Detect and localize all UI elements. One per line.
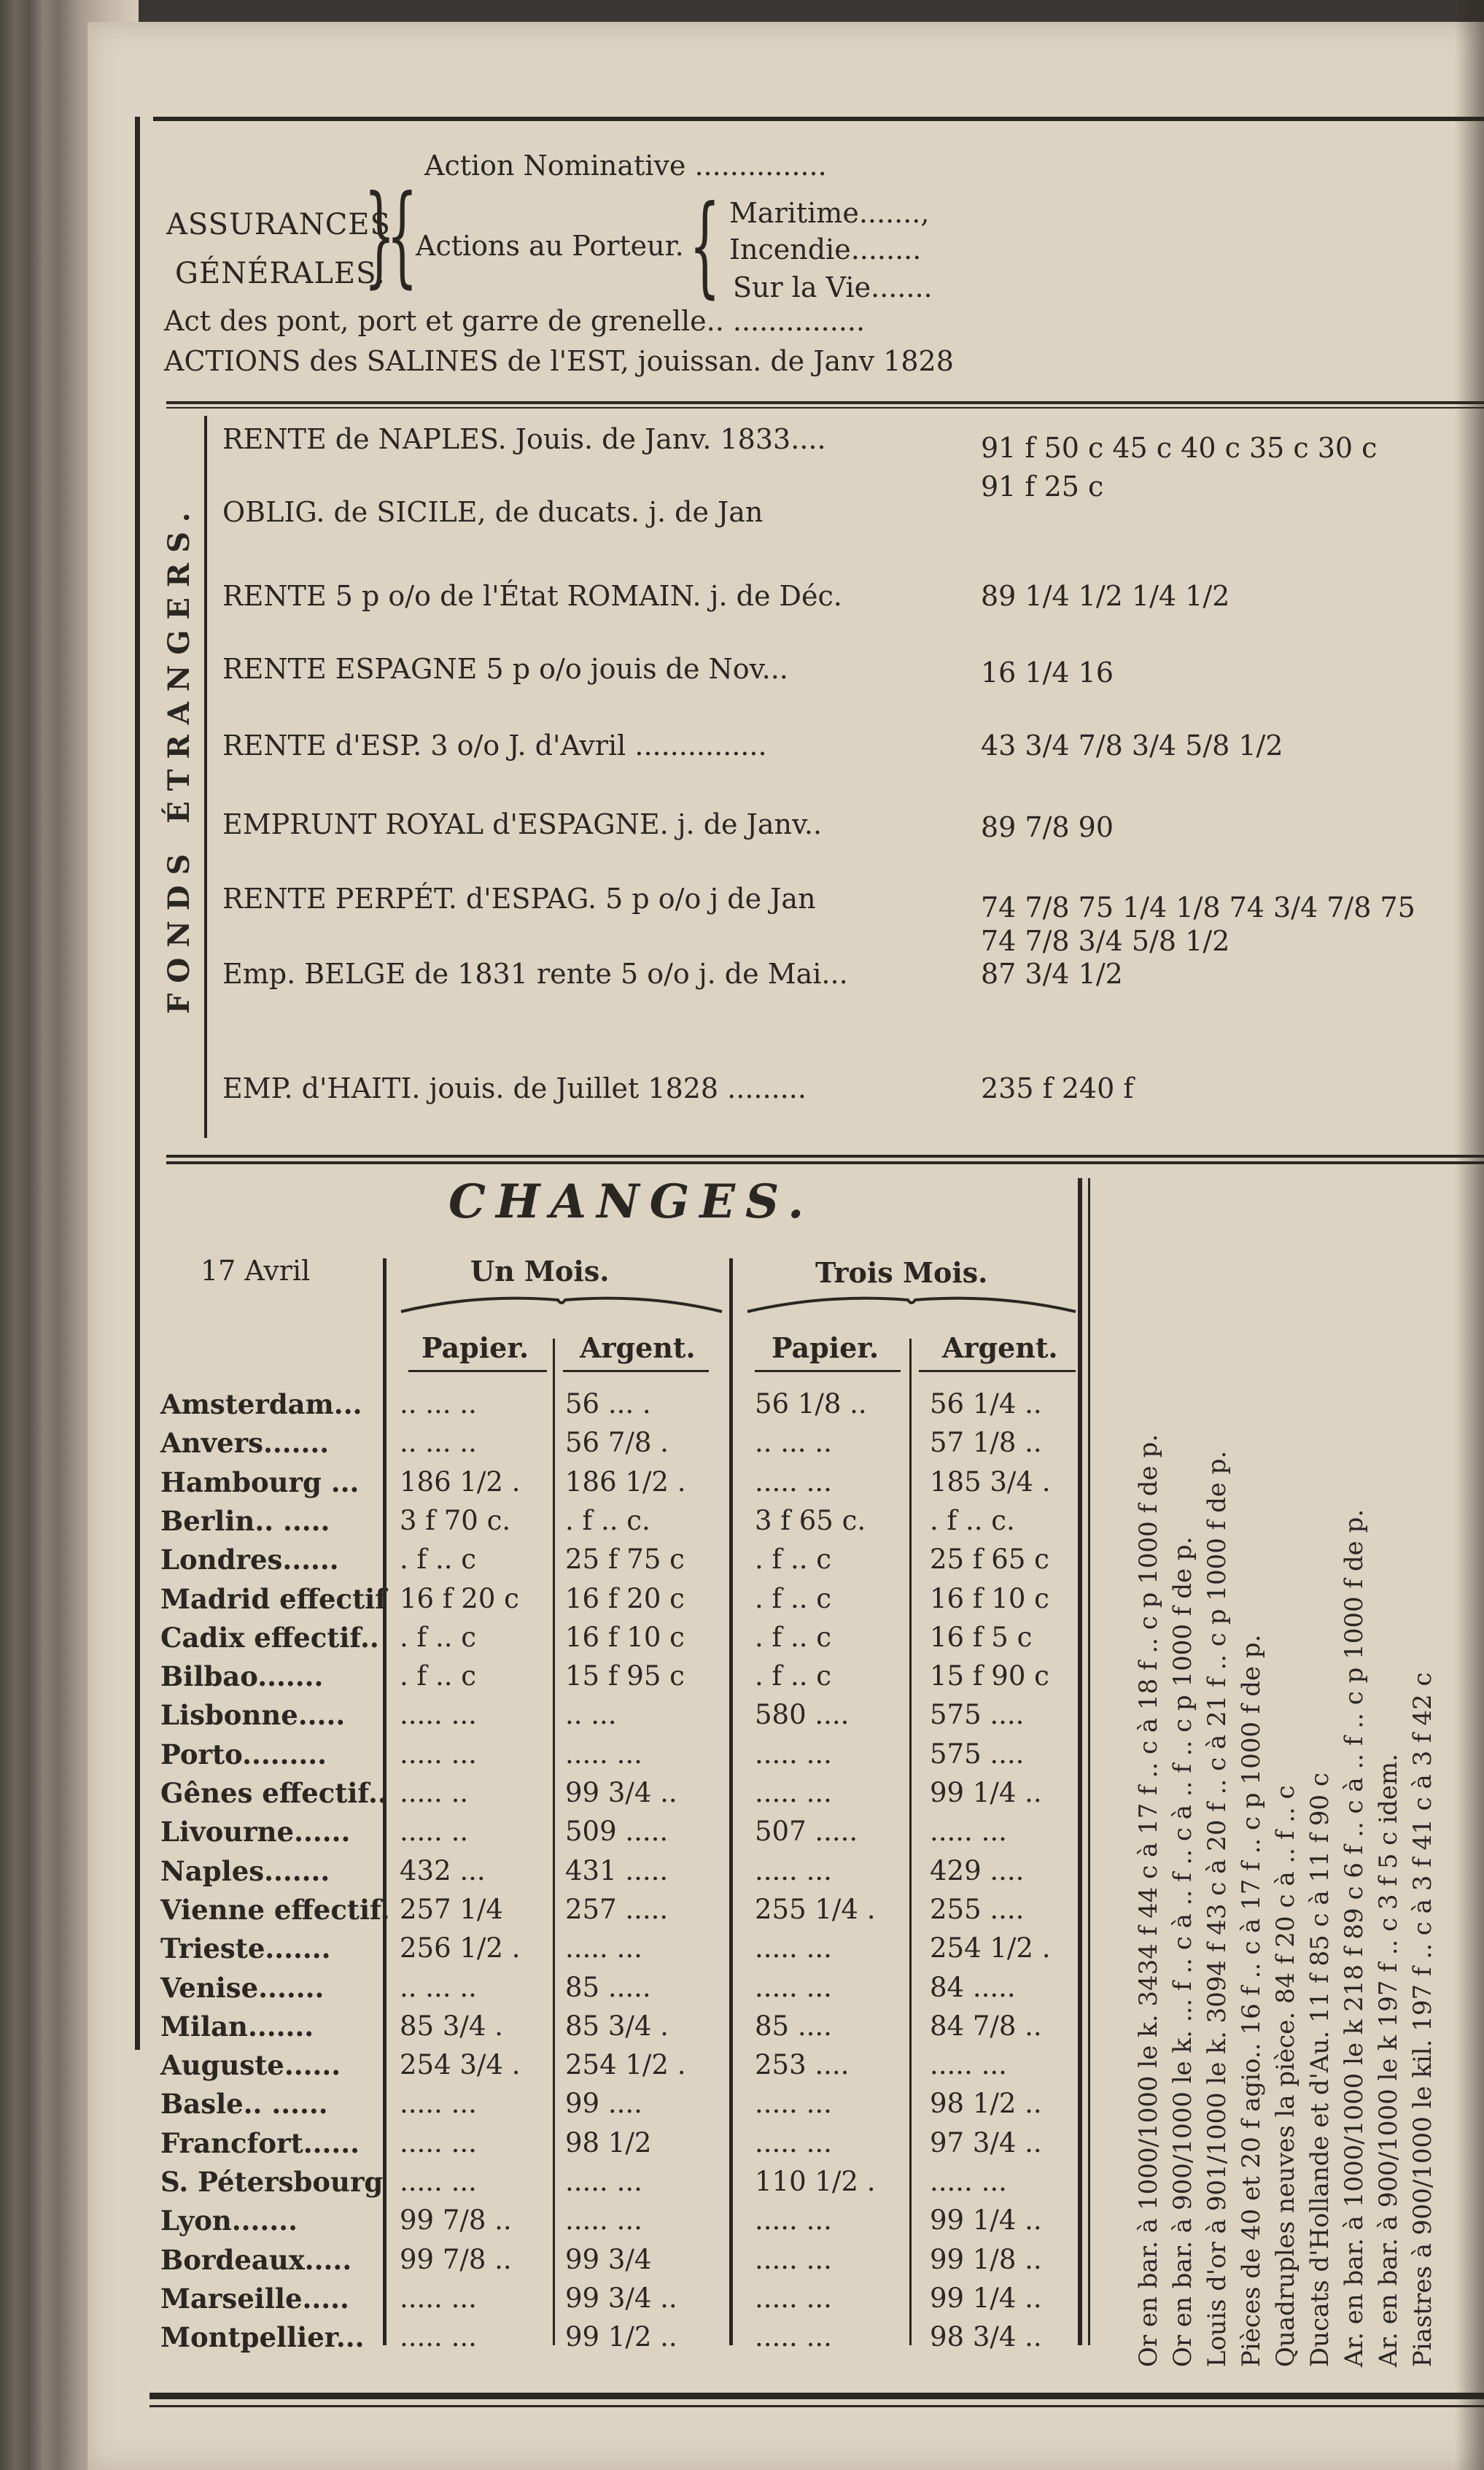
brace-right: { (364, 172, 395, 299)
table-row (0, 1505, 1087, 1544)
brace-left: { (386, 172, 418, 299)
table-row (0, 2204, 1087, 2243)
city-cell: Madrid effectif (160, 1582, 387, 1615)
papier-trois-mois-cell: ..... ... (755, 2282, 832, 2314)
table-row (0, 2127, 1087, 2166)
table-row (0, 1972, 1087, 2010)
papier-un-mois-cell: .. ... .. (400, 1971, 477, 2003)
city-cell: Bilbao....... (160, 1660, 324, 1693)
table-row (0, 2244, 1087, 2283)
papier-trois-mois-cell: ..... ... (755, 1466, 832, 1498)
papier-un-mois-cell: ..... ... (400, 1699, 477, 1731)
assurances-nominative: Action Nominative ............... (424, 150, 827, 182)
argent-un-mois-cell: 99 .... (565, 2088, 642, 2120)
papier-un-mois-cell: 256 1/2 . (400, 1932, 521, 1964)
papier-trois-mois-cell: 110 1/2 . (755, 2166, 876, 2197)
fonds-row-emprunt-royal: EMPRUNT ROYAL d'ESPAGNE. j. de Janv.. (222, 808, 823, 840)
fonds-value-emprunt-royal: 89 7/8 90 (981, 811, 1114, 843)
table-row (0, 2010, 1087, 2049)
metal-price-line: Or en bar. à 900/1000 le k. ... f .. c à .. f .. c à .. f .. c p 1000 f de p. (1168, 1536, 1197, 2367)
assurances-label-line1: ASSURANCES (166, 208, 391, 241)
assurances-vie: Sur la Vie....... (733, 271, 933, 303)
papier-trois-mois-cell: ..... ... (755, 1854, 832, 1886)
argent-trois-mois-cell: 57 1/8 .. (930, 1427, 1042, 1459)
fonds-value-perpetuelle-2: 74 7/8 3/4 5/8 1/2 (981, 925, 1230, 957)
argent-un-mois-cell: 99 1/2 .. (565, 2321, 677, 2353)
bottom-border-thin (149, 2405, 1484, 2407)
metal-price-line: Ar. en bar. à 1000/1000 le k 218 f 89 c 6 f .. c à .. f .. c p 1000 f de p. (1340, 1509, 1369, 2367)
argent-un-mois-cell: . f .. c. (565, 1504, 650, 1536)
argent-trois-mois-cell: 16 f 10 c (930, 1582, 1049, 1614)
argent-trois-mois-cell: 99 1/4 .. (930, 1777, 1042, 1808)
argent-trois-mois-cell: 25 f 65 c (930, 1544, 1049, 1576)
papier-un-mois-cell: ..... .. (400, 1816, 469, 1848)
argent-un-mois-cell: 186 1/2 . (565, 1466, 686, 1498)
papier-trois-mois-cell: ..... ... (755, 2243, 832, 2275)
papier-trois-mois-cell: ..... ... (755, 2088, 832, 2120)
header-underline-a2 (919, 1370, 1076, 1372)
city-cell: Londres...... (160, 1544, 339, 1576)
city-cell: Lisbonne..... (160, 1699, 346, 1732)
argent-un-mois-cell: 16 f 20 c (565, 1582, 685, 1614)
header-underline-p2 (755, 1370, 901, 1372)
fonds-row-naples: RENTE de NAPLES. Jouis. de Janv. 1833.... (222, 423, 826, 455)
papier-un-mois-cell: ..... ... (400, 2166, 477, 2197)
fonds-value-naples-2: 91 f 25 c (981, 471, 1104, 503)
papier-un-mois-cell: ..... ... (400, 2321, 477, 2353)
papier-un-mois-cell: 3 f 70 c. (400, 1504, 511, 1536)
header-underline-a1 (563, 1370, 709, 1372)
table-row (0, 1738, 1087, 1777)
assurances-maritime: Maritime......., (729, 197, 930, 229)
actions-ponts: Act des pont, port et garre de grenelle.. ............... (164, 305, 866, 337)
fonds-etrangers-label: FONDS ÉTRANGERS. (162, 502, 196, 1014)
argent-trois-mois-cell: ..... ... (930, 1816, 1007, 1848)
argent-trois-mois-cell: 84 ..... (930, 1971, 1016, 2003)
fonds-row-perpetuelle: RENTE PERPÉT. d'ESPAG. 5 p o/o j de Jan (222, 883, 816, 915)
binding-shadow (1455, 0, 1484, 2470)
table-row (0, 2049, 1087, 2088)
fonds-row-sicile: OBLIG. de SICILE, de ducats. j. de Jan (222, 496, 764, 528)
metal-price-line: Quadruples neuves la pièce. 84 f 20 c à .. f .. c (1271, 1785, 1300, 2367)
argent-un-mois-cell: 99 3/4 .. (565, 2282, 677, 2314)
city-cell: Naples....... (160, 1854, 330, 1887)
argent-trois-mois-cell: 255 .... (930, 1893, 1025, 1925)
papier-un-mois-cell: 257 1/4 (400, 1893, 503, 1925)
metal-price-line: Or en bar. à 1000/1000 le k. 3434 f 44 c à 17 f .. c à 18 f .. c p 1000 f de p. (1134, 1433, 1163, 2367)
header-argent-1: Argent. (580, 1331, 696, 1364)
papier-un-mois-cell: . f .. c (400, 1621, 476, 1653)
col-rule-6 (1088, 1178, 1090, 2345)
argent-un-mois-cell: ..... ... (565, 1932, 642, 1964)
argent-trois-mois-cell: 575 .... (930, 1738, 1025, 1770)
section-separator-1b (166, 407, 1484, 409)
metal-price-line: Pièces de 40 et 20 f agio.. 16 f .. c à 17 f .. c p 1000 f de p. (1237, 1634, 1266, 2367)
fonds-vertical-rule (204, 416, 207, 1138)
fonds-value-esp-3: 43 3/4 7/8 3/4 5/8 1/2 (981, 729, 1283, 762)
header-argent-2: Argent. (942, 1331, 1058, 1364)
fonds-value-haiti: 235 f 240 f (981, 1072, 1134, 1104)
assurances-porteur: Actions au Porteur. (416, 230, 684, 262)
papier-un-mois-cell: .. ... .. (400, 1388, 477, 1420)
papier-un-mois-cell: 16 f 20 c (400, 1582, 519, 1614)
metal-price-line: Piastres à 900/1000 le kil. 197 f .. c à 3 f 41 c à 3 f 42 c (1408, 1672, 1437, 2367)
papier-trois-mois-cell: ..... ... (755, 1738, 832, 1770)
fonds-value-perpetuelle: 74 7/8 75 1/4 1/8 74 3/4 7/8 75 (981, 891, 1415, 924)
papier-trois-mois-cell: ..... ... (755, 2321, 832, 2353)
fonds-row-espagne: RENTE ESPAGNE 5 p o/o jouis de Nov... (222, 653, 788, 685)
city-cell: Bordeaux..... (160, 2243, 352, 2276)
argent-un-mois-cell: 16 f 10 c (565, 1621, 685, 1653)
city-cell: S. Pétersbourg (160, 2166, 384, 2198)
city-cell: Porto......... (160, 1738, 327, 1770)
fonds-value-belge: 87 3/4 1/2 (981, 958, 1123, 990)
argent-trois-mois-cell: 98 1/2 .. (930, 2088, 1042, 2120)
papier-trois-mois-cell: .. ... .. (755, 1427, 832, 1459)
table-row (0, 1427, 1087, 1466)
header-papier-1: Papier. (421, 1331, 529, 1364)
table-row (0, 1816, 1087, 1854)
table-row (0, 1466, 1087, 1505)
papier-trois-mois-cell: . f .. c (755, 1660, 831, 1692)
header-underline-p1 (408, 1370, 547, 1372)
argent-un-mois-cell: ..... ... (565, 2166, 642, 2197)
argent-trois-mois-cell: 56 1/4 .. (930, 1388, 1042, 1420)
city-cell: Berlin.. ..... (160, 1504, 330, 1537)
papier-trois-mois-cell: ..... ... (755, 1932, 832, 1964)
papier-un-mois-cell: 99 7/8 .. (400, 2243, 512, 2275)
city-cell: Livourne...... (160, 1816, 351, 1848)
argent-trois-mois-cell: 15 f 90 c (930, 1660, 1049, 1692)
argent-trois-mois-cell: 84 7/8 .. (930, 2010, 1042, 2042)
papier-trois-mois-cell: 507 ..... (755, 1816, 858, 1848)
metal-price-line: Ducats d'Hollande et d'Au. 11 f 85 c à 11 f 90 c (1305, 1772, 1335, 2367)
papier-trois-mois-cell: 56 1/8 .. (755, 1388, 867, 1420)
section-separator-2 (166, 1155, 1484, 1158)
argent-trois-mois-cell: 99 1/8 .. (930, 2243, 1042, 2275)
table-row (0, 2283, 1087, 2321)
argent-trois-mois-cell: 98 3/4 .. (930, 2321, 1042, 2353)
papier-un-mois-cell: .. ... .. (400, 1427, 477, 1459)
argent-un-mois-cell: 509 ..... (565, 1816, 669, 1848)
argent-trois-mois-cell: 97 3/4 .. (930, 2126, 1042, 2159)
argent-trois-mois-cell: 575 .... (930, 1699, 1025, 1731)
changes-title: CHANGES. (448, 1174, 815, 1229)
table-row (0, 2321, 1087, 2360)
table-row (0, 1855, 1087, 1894)
city-cell: Milan....... (160, 2010, 314, 2043)
argent-un-mois-cell: .. ... (565, 1699, 617, 1731)
city-cell: Gênes effectif.. (160, 1777, 387, 1809)
papier-trois-mois-cell: . f .. c (755, 1544, 831, 1576)
header-papier-2: Papier. (772, 1331, 879, 1364)
metal-price-line: Louis d'or à 901/1000 le k. 3094 f 43 c à 20 f .. c à 21 f .. c p 1000 f de p. (1203, 1450, 1232, 2367)
argent-un-mois-cell: 15 f 95 c (565, 1660, 685, 1692)
argent-un-mois-cell: 56 7/8 . (565, 1427, 669, 1459)
argent-un-mois-cell: 99 3/4 .. (565, 1777, 677, 1808)
argent-un-mois-cell: 98 1/2 (565, 2126, 652, 2159)
papier-un-mois-cell: 432 ... (400, 1854, 486, 1886)
section-separator-1 (166, 401, 1484, 404)
papier-trois-mois-cell: ..... ... (755, 2204, 832, 2237)
argent-un-mois-cell: ..... ... (565, 1738, 642, 1770)
argent-un-mois-cell: 431 ..... (565, 1854, 669, 1886)
papier-un-mois-cell: ..... ... (400, 1738, 477, 1770)
table-row (0, 1583, 1087, 1622)
papier-trois-mois-cell: . f .. c (755, 1582, 831, 1614)
table-row (0, 1699, 1087, 1738)
table-row (0, 1932, 1087, 1971)
table-row (0, 1777, 1087, 1816)
argent-trois-mois-cell: 99 1/4 .. (930, 2204, 1042, 2237)
argent-un-mois-cell: 25 f 75 c (565, 1544, 685, 1576)
argent-trois-mois-cell: 254 1/2 . (930, 1932, 1051, 1964)
table-row (0, 1660, 1087, 1699)
fonds-row-haiti: EMP. d'HAITI. jouis. de Juillet 1828 ......... (222, 1072, 807, 1104)
argent-trois-mois-cell: 185 3/4 . (930, 1466, 1051, 1498)
city-cell: Cadix effectif.. (160, 1621, 379, 1654)
city-cell: Basle.. ...... (160, 2088, 328, 2121)
city-cell: Montpellier... (160, 2321, 365, 2354)
table-row (0, 1622, 1087, 1660)
papier-un-mois-cell: 85 3/4 . (400, 2010, 503, 2042)
city-cell: Venise....... (160, 1971, 325, 2004)
papier-un-mois-cell: . f .. c (400, 1660, 476, 1692)
papier-trois-mois-cell: 85 .... (755, 2010, 832, 2042)
argent-un-mois-cell: 99 3/4 (565, 2243, 652, 2275)
papier-trois-mois-cell: ..... ... (755, 1777, 832, 1808)
papier-un-mois-cell: ..... ... (400, 2088, 477, 2120)
city-cell: Trieste....... (160, 1932, 331, 1965)
table-row (0, 1894, 1087, 1932)
bottom-border (149, 2393, 1484, 2399)
papier-un-mois-cell: 254 3/4 . (400, 2049, 521, 2081)
city-cell: Vienne effectif. (160, 1893, 390, 1926)
papier-un-mois-cell: 186 1/2 . (400, 1466, 521, 1498)
city-cell: Amsterdam... (160, 1388, 362, 1420)
table-row (0, 1388, 1087, 1427)
papier-trois-mois-cell: 255 1/4 . (755, 1893, 876, 1925)
papier-un-mois-cell: ..... .. (400, 1777, 469, 1808)
header-un-mois: Un Mois. (470, 1255, 610, 1288)
papier-trois-mois-cell: ..... ... (755, 1971, 832, 2003)
argent-trois-mois-cell: 429 .... (930, 1854, 1025, 1886)
fonds-value-espagne: 16 1/4 16 (981, 657, 1114, 689)
argent-trois-mois-cell: 16 f 5 c (930, 1621, 1033, 1653)
argent-trois-mois-cell: . f .. c. (930, 1504, 1015, 1536)
city-cell: Hambourg ... (160, 1466, 360, 1498)
table-row (0, 2088, 1087, 2126)
papier-un-mois-cell: ..... ... (400, 2126, 477, 2159)
trois-mois-brace (744, 1290, 1079, 1319)
assurances-incendie: Incendie........ (729, 233, 922, 266)
table-row (0, 1544, 1087, 1582)
city-cell: Marseille..... (160, 2282, 349, 2315)
fonds-row-esp-3: RENTE d'ESP. 3 o/o J. d'Avril ............... (222, 729, 767, 762)
assurances-label-line2: GÉNÉRALES. (175, 257, 386, 290)
top-border (153, 117, 1484, 121)
fonds-value-romain: 89 1/4 1/2 1/4 1/2 (981, 580, 1230, 612)
argent-un-mois-cell: 56 ... . (565, 1388, 651, 1420)
fonds-value-naples: 91 f 50 c 45 c 40 c 35 c 30 c (981, 432, 1378, 464)
city-cell: Anvers....... (160, 1427, 330, 1460)
papier-un-mois-cell: 99 7/8 .. (400, 2204, 512, 2237)
argent-trois-mois-cell: 99 1/4 .. (930, 2282, 1042, 2314)
papier-trois-mois-cell: ..... ... (755, 2126, 832, 2159)
argent-un-mois-cell: 85 ..... (565, 1971, 651, 2003)
metal-price-line: Ar. en bar. à 900/1000 le k 197 f .. c 3 f 5 c idem. (1374, 1754, 1403, 2367)
papier-trois-mois-cell: 253 .... (755, 2049, 850, 2081)
argent-un-mois-cell: 85 3/4 . (565, 2010, 669, 2042)
actions-salines: ACTIONS des SALINES de l'EST, jouissan. de Janv 1828 (164, 345, 954, 377)
papier-trois-mois-cell: 3 f 65 c. (755, 1504, 866, 1536)
argent-trois-mois-cell: ..... ... (930, 2049, 1007, 2081)
argent-un-mois-cell: 257 ..... (565, 1893, 669, 1925)
papier-trois-mois-cell: . f .. c (755, 1621, 831, 1653)
city-cell: Lyon....... (160, 2204, 298, 2237)
city-cell: Auguste...... (160, 2049, 341, 2082)
city-cell: Francfort...... (160, 2126, 360, 2159)
argent-un-mois-cell: 254 1/2 . (565, 2049, 686, 2081)
header-trois-mois: Trois Mois. (815, 1256, 988, 1289)
table-row (0, 2166, 1087, 2204)
un-mois-brace (397, 1290, 726, 1319)
papier-trois-mois-cell: 580 .... (755, 1699, 850, 1731)
papier-un-mois-cell: ..... ... (400, 2282, 477, 2314)
fonds-row-belge: Emp. BELGE de 1831 rente 5 o/o j. de Mai... (222, 958, 848, 990)
changes-date: 17 Avril (201, 1255, 311, 1287)
fonds-row-romain: RENTE 5 p o/o de l'État ROMAIN. j. de Déc. (222, 580, 842, 612)
section-separator-2b (166, 1161, 1484, 1164)
papier-un-mois-cell: . f .. c (400, 1544, 476, 1576)
argent-un-mois-cell: ..... ... (565, 2204, 642, 2237)
brace-types: { (689, 182, 720, 309)
argent-trois-mois-cell: ..... ... (930, 2166, 1007, 2197)
